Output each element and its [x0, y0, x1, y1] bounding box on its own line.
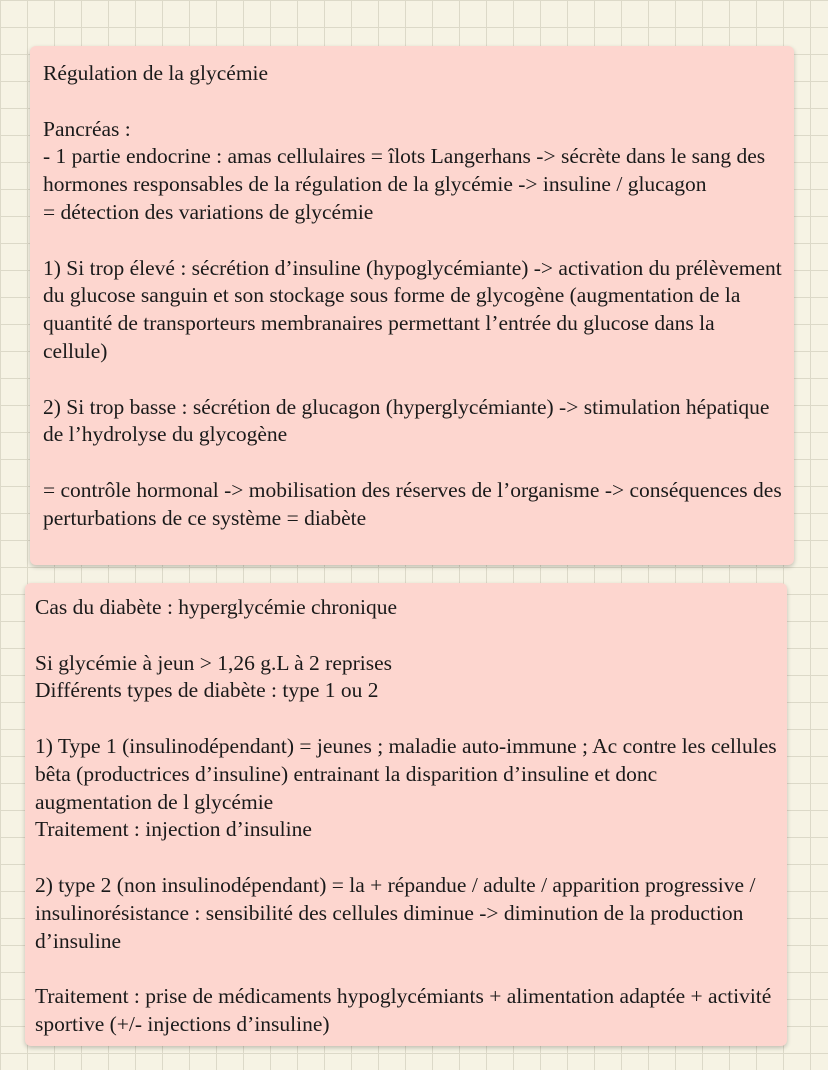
blank-line [35, 705, 779, 733]
blank-line [43, 88, 784, 116]
note-card-glycemia-regulation [30, 46, 794, 565]
paragraph-point-2: 2) Si trop basse : sécrétion de glucagon (hyperglycémiante) -> stimulation hépatique de l’hydrolyse du glycogène [43, 394, 770, 447]
paragraph-type-1: 1) Type 1 (insulinodépendant) = jeunes ; maladie auto-immune ; Ac contre les cellules bêta (productrices d’insuline) entrainant la disparition d’insuline et donc augmentation de l glycémie [35, 733, 777, 814]
card-title: Régulation de la glycémie [43, 61, 269, 85]
note-card-diabetes [25, 583, 787, 1046]
paragraph-criterion: Si glycémie à jeun > 1,26 g.L à 2 reprises [35, 650, 393, 675]
blank-line [43, 449, 784, 477]
paragraph-conclusion: = contrôle hormonal -> mobilisation des réserves de l’organisme -> conséquences des perturbations de ce système = diabète [43, 477, 782, 530]
paragraph-point-1: 1) Si trop élevé : sécrétion d’insuline (hypoglycémiante) -> activation du prélèvement du glucose sanguin et son stockage sous forme de glycogène (augmentation de la quantité de transporteurs membranaires permettant l’entrée du glucose dans la cellule) [43, 255, 782, 363]
paragraph-type-1-treatment: Traitement : injection d’insuline [35, 817, 312, 842]
paragraph-endocrine: - 1 partie endocrine : amas cellulaires = îlots Langerhans -> sécrète dans le sang des hormones responsables de la régulation de la glycémie -> insuline / glucagon [43, 144, 766, 197]
section-heading: Pancréas : [43, 116, 131, 141]
blank-line [35, 844, 779, 872]
paragraph-types: Différents types de diabète : type 1 ou 2 [35, 678, 379, 703]
paragraph-detection: = détection des variations de glycémie [43, 199, 374, 224]
blank-line [35, 955, 779, 983]
paragraph-type-2: 2) type 2 (non insulinodépendant) = la + répandue / adulte / apparition progressive / insulinorésistance : sensibilité des cellules diminue -> diminution de la production d’insuline [35, 872, 756, 953]
paragraph-type-2-treatment: Traitement : prise de médicaments hypoglycémiants + alimentation adaptée + activité sportive (+/- injections d’insuline) [35, 984, 772, 1036]
blank-line [43, 227, 784, 255]
card-title: Cas du diabète : hyperglycémie chronique [35, 595, 398, 619]
blank-line [43, 366, 784, 394]
blank-line [35, 622, 779, 650]
